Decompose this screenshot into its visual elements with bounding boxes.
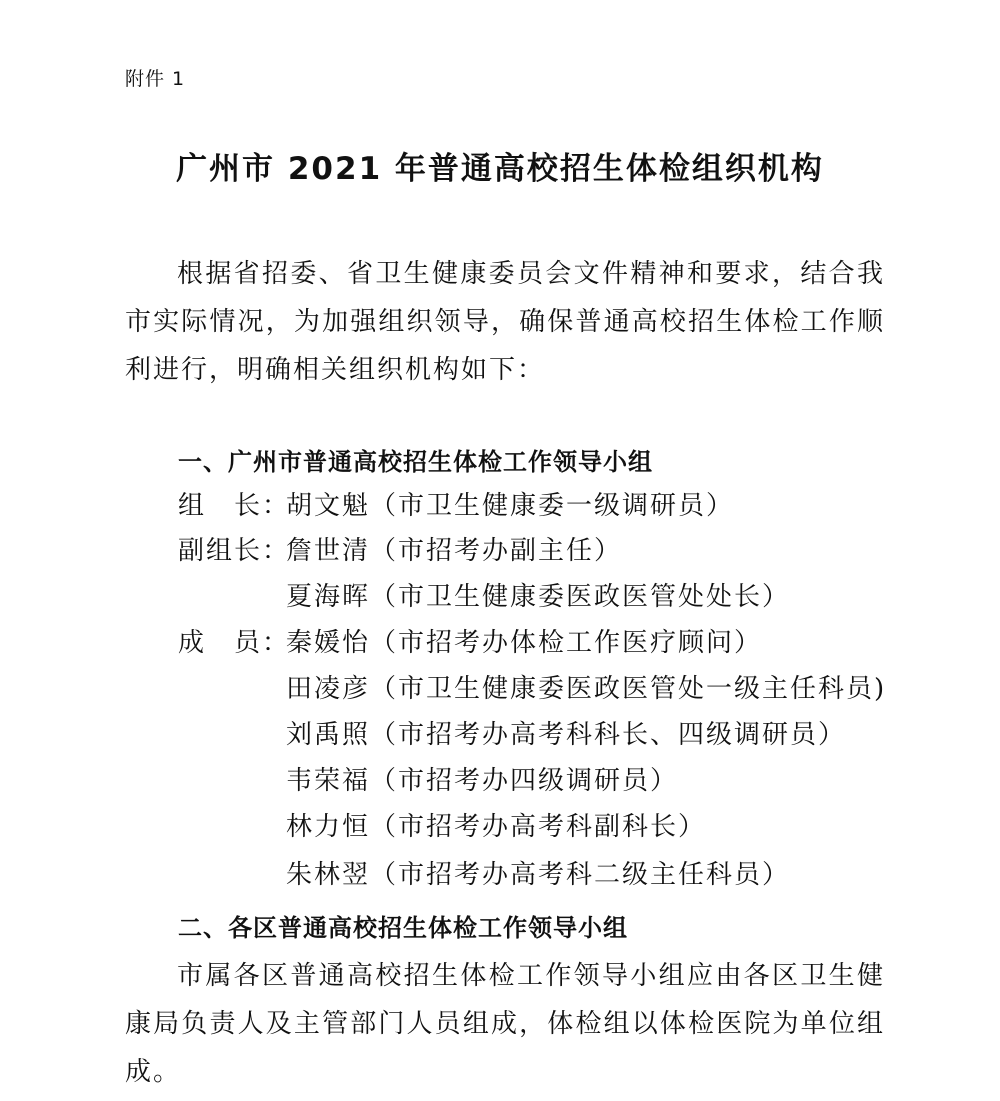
member-name: 秦媛怡（市招考办体检工作医疗顾问） (286, 628, 763, 658)
deputy-role-label: 副组长： (178, 536, 291, 566)
section-2-paragraph: 市属各区普通高校招生体检工作领导小组应由各区卫生健康局负责人及主管部门人员组成，体检组以体检医院为单位组成。 (125, 961, 885, 1087)
member-row (178, 758, 678, 804)
member-name: 田凌彦（市卫生健康委医政医管处一级主任科员) (286, 674, 887, 704)
section-1-heading: 一、广州市普通高校招生体检工作领导小组 (178, 448, 653, 476)
intro-paragraph: 根据省招委、省卫生健康委员会文件精神和要求，结合我市实际情况，为加强组织领导，确保普通高校招生体检工作顺利进行，明确相关组织机构如下： (125, 259, 885, 385)
member-name: 韦荣福（市招考办四级调研员） (286, 766, 679, 796)
deputy-row (178, 574, 790, 620)
member-row (178, 712, 846, 758)
member-name: 林力恒（市招考办高考科副科长） (286, 812, 707, 842)
member-name: 刘禹照（市招考办高考科科长、四级调研员） (286, 720, 847, 750)
leader-row (178, 483, 734, 529)
leader-name: 胡文魁（市卫生健康委一级调研员） (286, 491, 735, 521)
section-2-heading: 二、各区普通高校招生体检工作领导小组 (178, 914, 628, 942)
attachment-label: 附件 1 (125, 68, 186, 90)
document-title: 广州市 2021 年普通高校招生体检组织机构 (176, 151, 824, 187)
deputy-row (178, 528, 622, 574)
member-row (178, 804, 706, 850)
member-name: 朱林翌（市招考办高考科二级主任科员） (286, 860, 791, 890)
member-row (178, 666, 886, 712)
leader-role-label: 组 长： (178, 491, 291, 521)
deputy-name: 詹世清（市招考办副主任） (286, 536, 623, 566)
deputy-name: 夏海晖（市卫生健康委医政医管处处长） (286, 582, 791, 612)
member-row (178, 620, 762, 666)
member-role-label: 成 员： (178, 628, 291, 658)
member-row (178, 852, 790, 898)
